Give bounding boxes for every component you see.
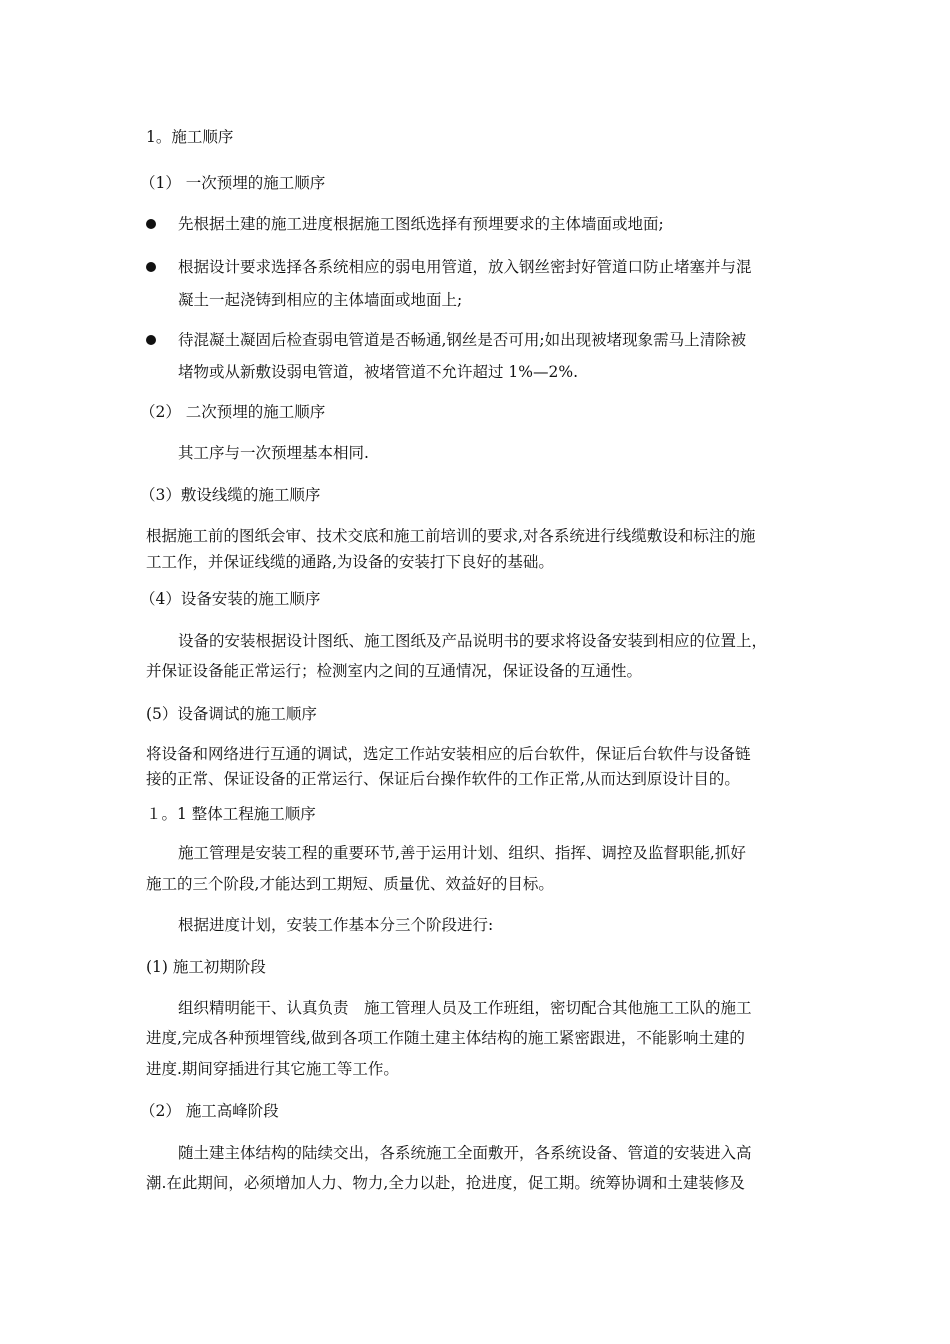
paragraph-line: 其工序与一次预埋基本相同. (178, 444, 369, 462)
bullet-icon (146, 335, 156, 345)
paragraph-line: 设备的安装根据设计图纸、施工图纸及产品说明书的要求将设备安装到相应的位置上， (178, 632, 768, 650)
section-heading: １。1 整体工程施工顺序 (146, 805, 316, 823)
paragraph-line: 根据施工前的图纸会审、技术交底和施工前培训的要求,对各系统进行线缆敷设和标注的施 (146, 527, 756, 545)
bullet-item-text: 待混凝土凝固后检查弱电管道是否畅通,钢丝是否可用;如出现被堵现象需马上清除被 (178, 331, 747, 349)
subsection-heading: （2） 二次预埋的施工顺序 (140, 403, 326, 421)
paragraph-line: 并保证设备能正常运行；检测室内之间的互通情况，保证设备的互通性。 (146, 662, 643, 680)
bullet-item-text: 凝土一起浇铸到相应的主体墙面或地面上; (178, 291, 463, 309)
subsection-heading: (5）设备调试的施工顺序 (146, 705, 317, 723)
bullet-icon (146, 219, 156, 229)
paragraph-line: 接的正常、保证设备的正常运行、保证后台操作软件的工作正常,从而达到原设计目的。 (146, 770, 740, 788)
paragraph-line: 随土建主体结构的陆续交出，各系统施工全面敷开，各系统设备、管道的安装进入高 (178, 1144, 752, 1162)
bullet-item-text: 先根据土建的施工进度根据施工图纸选择有预埋要求的主体墙面或地面; (178, 215, 664, 233)
subsection-heading: （2） 施工高峰阶段 (140, 1102, 279, 1120)
subsection-heading: (1) 施工初期阶段 (146, 958, 266, 976)
paragraph-line: 潮.在此期间，必须增加人力、物力,全力以赴，抢进度，促工期。统筹协调和土建装修及 (146, 1174, 745, 1192)
section-heading: 1。施工顺序 (146, 128, 234, 146)
paragraph-line: 组织精明能干、认真负责 施工管理人员及工作班组，密切配合其他施工工队的施工 (178, 999, 752, 1017)
subsection-heading: （1） 一次预埋的施工顺序 (140, 174, 326, 192)
bullet-item-text: 堵物或从新敷设弱电管道，被堵管道不允许超过 1%—2%. (178, 363, 579, 381)
paragraph-line: 根据进度计划，安装工作基本分三个阶段进行: (178, 916, 494, 934)
paragraph-line: 工工作，并保证线缆的通路,为设备的安装打下良好的基础。 (146, 553, 554, 571)
bullet-icon (146, 262, 156, 272)
subsection-heading: （3）敷设线缆的施工顺序 (140, 486, 321, 504)
bullet-item-text: 根据设计要求选择各系统相应的弱电用管道，放入钢丝密封好管道口防止堵塞并与混 (178, 258, 752, 276)
paragraph-line: 施工的三个阶段,才能达到工期短、质量优、效益好的目标。 (146, 875, 554, 893)
paragraph-line: 进度,完成各种预埋管线,做到各项工作随土建主体结构的施工紧密跟进，不能影响土建的 (146, 1029, 745, 1047)
subsection-heading: （4）设备安装的施工顺序 (140, 590, 321, 608)
paragraph-line: 进度.期间穿插进行其它施工等工作。 (146, 1060, 399, 1078)
paragraph-line: 施工管理是安装工程的重要环节,善于运用计划、组织、指挥、调控及监督职能,抓好 (178, 844, 746, 862)
paragraph-line: 将设备和网络进行互通的调试，选定工作站安装相应的后台软件，保证后台软件与设备链 (146, 745, 751, 763)
